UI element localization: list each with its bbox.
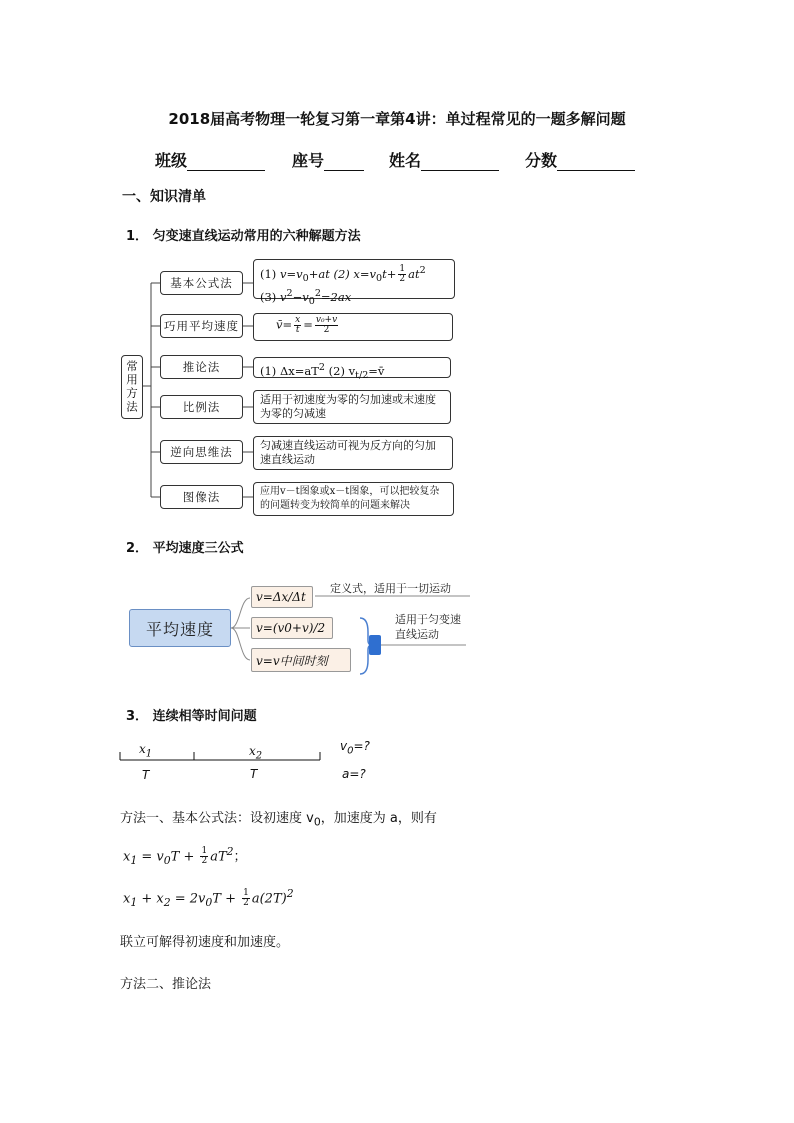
unknown-a: a=?: [342, 767, 366, 781]
class-label: 班级: [155, 151, 188, 170]
method-label-inference: 推论法: [160, 355, 243, 379]
method1-text: 方法一、基本公式法：设初速度 $v_0$，加速度为 a，则有: [120, 811, 437, 829]
average-note-definition: 定义式，适用于一切运动: [330, 582, 451, 595]
method-detail-reverse: 匀减速直线运动可视为反方向的匀加速直线运动: [253, 436, 453, 470]
segment-label-x1: $x_1$: [139, 742, 153, 760]
method-detail-graph: 应用v－t图象或x－t图象，可以把较复杂的问题转变为较简单的问题来解决: [253, 482, 454, 516]
method-label-basic: 基本公式法: [160, 271, 243, 295]
method-label-average: 巧用平均速度: [160, 314, 243, 338]
score-label: 分数: [525, 151, 558, 170]
segment-label-x2: $x_2$: [249, 744, 263, 762]
unknown-v0: $v_0=$?: [340, 739, 370, 757]
method-detail-ratio: 适用于初速度为零的匀加速或末速度为零的匀减速: [253, 390, 451, 424]
subheading-average: 2． 平均速度三公式: [126, 541, 244, 556]
section-heading: 一、知识清单: [122, 189, 206, 205]
average-formula-midtime: v=v中间时刻: [251, 648, 351, 672]
method2-text: 方法二、推论法: [120, 977, 212, 992]
basic-formula-line1: (1) $v=v_0+at$ (2) $x=v_0t+$ $\frac{1}{2}$ $at^2$: [260, 264, 426, 285]
average-root-node: 平均速度: [129, 609, 231, 647]
subheading-methods: 1． 匀变速直线运动常用的六种解题方法: [126, 229, 361, 244]
method-label-graph: 图像法: [160, 485, 243, 509]
seat-label: 座号: [292, 151, 325, 170]
segment-label-t1: T: [142, 768, 150, 782]
subheading-equal-time: 3． 连续相等时间问题: [126, 709, 257, 724]
basic-formula-line2: (3) $v^2-v_0^2=2ax$: [260, 288, 352, 308]
name-label: 姓名: [389, 151, 422, 170]
average-formula-endpoints: v=(v0+v)/2: [251, 617, 333, 639]
average-note-uniform: 适用于匀变速直线运动: [395, 613, 461, 641]
page-title: 2018届高考物理一轮复习第一章第4讲：单过程常见的一题多解问题: [168, 110, 626, 128]
equation-2: $x_1 + x_2 = 2v_0T$ + $\frac{1}{2}$ $a(2T)^2$: [123, 887, 294, 909]
segment-label-t2: T: [250, 767, 258, 781]
conclusion-text: 联立可解得初速度和加速度。: [120, 935, 290, 950]
average-formula-definition: v=Δx/Δt: [251, 586, 313, 608]
methods-root-node: 常用方法: [121, 355, 143, 419]
method-label-reverse: 逆向思维法: [160, 440, 243, 464]
method-detail-average: v̄= $\frac{x}{t}$ = $\frac{\text{v₀+v}}{2}$: [253, 313, 453, 341]
method-label-ratio: 比例法: [160, 395, 243, 419]
method-detail-inference: (1) $\Delta x=aT^2$ (2) $v_{t/2}=v̄$: [253, 357, 451, 378]
equation-1: $x_1 = v_0T$ + $\frac{1}{2}$ $aT^2$；: [123, 845, 247, 867]
